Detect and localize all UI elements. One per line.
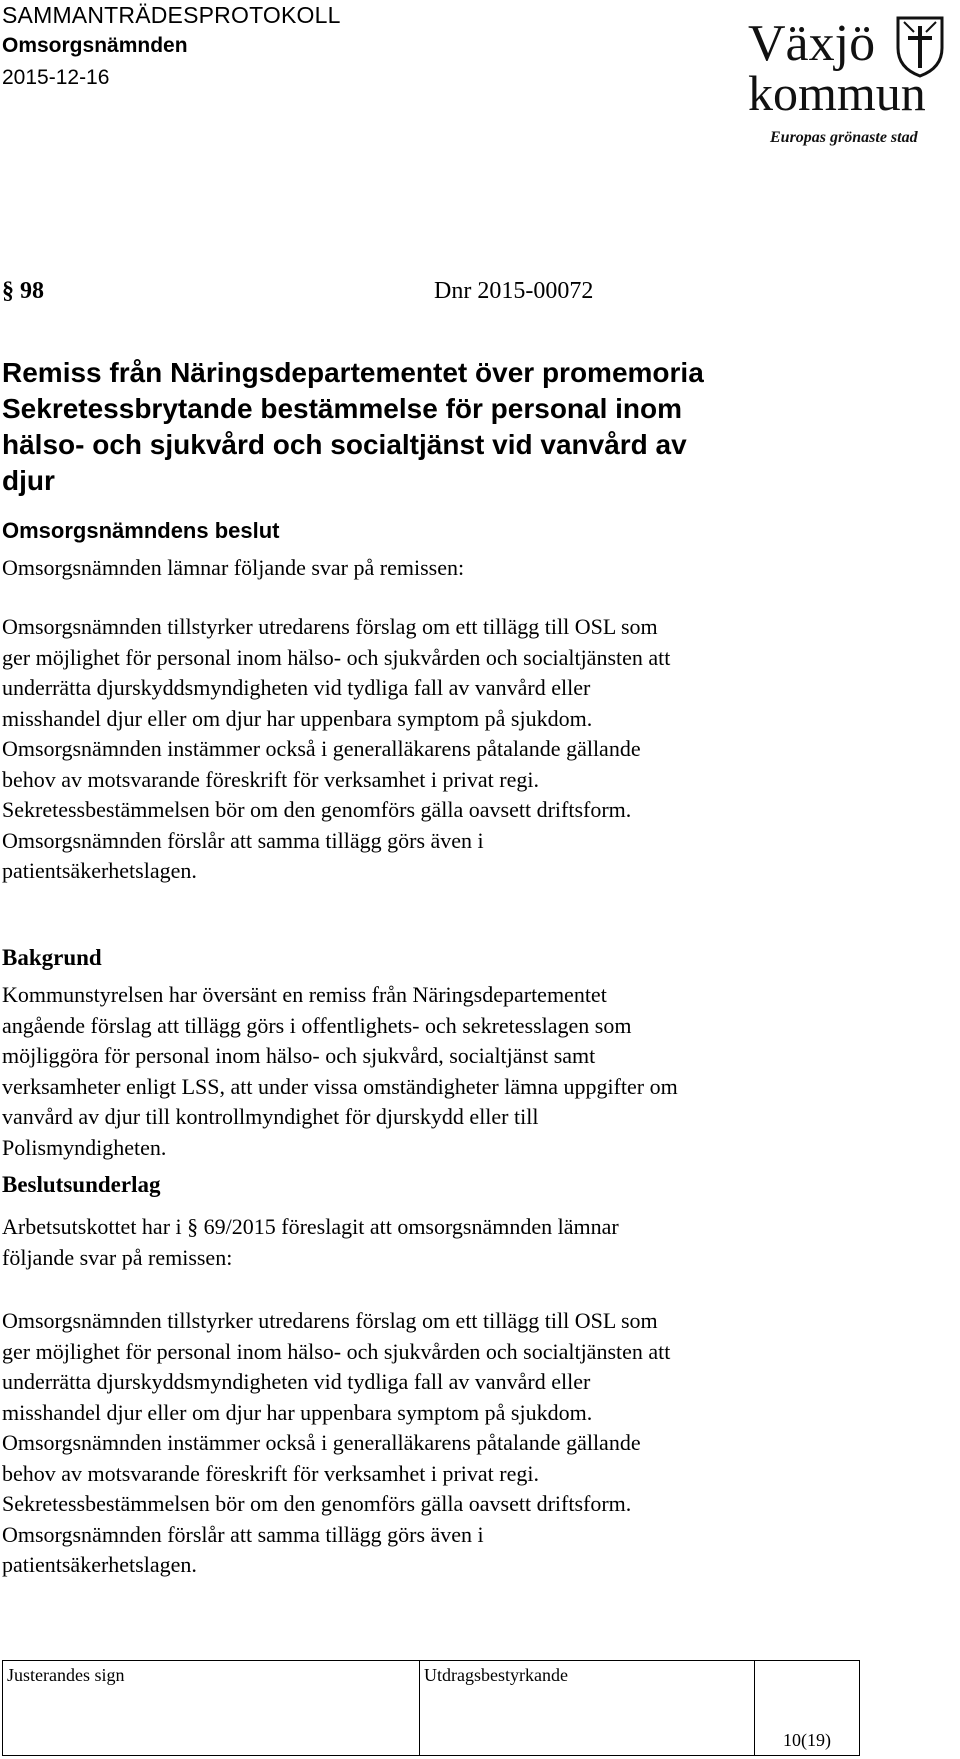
- text-line: Sekretessbestämmelsen bör om den genomförs gälla oavsett driftsform.: [2, 797, 632, 822]
- paragraph-number: § 98: [2, 278, 44, 304]
- text-line: patientsäkerhetslagen.: [2, 1552, 197, 1577]
- page-number-cell: [755, 1661, 860, 1756]
- text-line: underrätta djurskyddsmyndigheten vid tydliga fall av vanvård eller: [2, 1369, 591, 1394]
- protocol-title: SAMMANTRÄDESPROTOKOLL: [2, 2, 341, 28]
- basis-intro: [2, 1212, 832, 1273]
- text-line: verksamheter enligt LSS, att under vissa omständigheter lämna uppgifter om: [2, 1073, 678, 1099]
- logo-tagline: Europas grönaste stad: [770, 129, 918, 146]
- basis-body: [2, 1306, 832, 1581]
- title-line: Remiss från Näringsdepartementet över promemoria: [2, 357, 704, 388]
- text-line: ger möjlighet för personal inom hälso- och sjukvården och socialtjänsten att: [2, 644, 671, 670]
- text-line: underrätta djurskyddsmyndigheten vid tydliga fall av vanvård eller: [2, 675, 591, 700]
- signature-label: Justerandes sign: [7, 1665, 125, 1685]
- text-line: ger möjlighet för personal inom hälso- och sjukvården och socialtjänsten att: [2, 1338, 671, 1364]
- logo-line2: kommun: [748, 65, 926, 121]
- item-title: [2, 355, 812, 499]
- text-line: behov av motsvarande föreskrift för verksamhet i privat regi.: [2, 1460, 539, 1486]
- basis-heading: Beslutsunderlag: [2, 1172, 161, 1197]
- signature-cell: [3, 1661, 420, 1756]
- decision-body: [2, 612, 832, 887]
- text-line: följande svar på remissen:: [2, 1244, 233, 1270]
- text-line: misshandel djur eller om djur har uppenbara symptom på sjukdom.: [2, 705, 593, 731]
- background-heading: Bakgrund: [2, 945, 102, 970]
- title-line: Sekretessbrytande bestämmelse för personal inom: [2, 393, 683, 424]
- committee-name: Omsorgsnämnden: [2, 34, 188, 57]
- text-line: Omsorgsnämnden tillstyrker utredarens förslag om ett tillägg till OSL som: [2, 614, 658, 639]
- decision-intro: Omsorgsnämnden lämnar följande svar på remissen:: [2, 555, 465, 580]
- text-line: angående förslag att tillägg görs i offentlighets- och sekretesslagen som: [2, 1012, 632, 1038]
- text-line: Omsorgsnämnden tillstyrker utredarens förslag om ett tillägg till OSL som: [2, 1308, 658, 1333]
- vaxjo-kommun-logo: [748, 12, 960, 147]
- text-line: möjliggöra för personal inom hälso- och sjukvård, socialtjänst samt: [2, 1043, 596, 1068]
- page-number: 10(19): [783, 1730, 831, 1750]
- diary-number: Dnr 2015-00072: [434, 278, 594, 304]
- text-line: Arbetsutskottet har i § 69/2015 föreslagit att omsorgsnämnden lämnar: [2, 1214, 619, 1239]
- text-line: Omsorgsnämnden instämmer också i generalläkarens påtalande gällande: [2, 1430, 641, 1455]
- background-body: [2, 980, 832, 1163]
- text-line: Omsorgsnämnden förslår att samma tillägg görs även i: [2, 827, 484, 853]
- extract-label: Utdragsbestyrkande: [424, 1665, 568, 1685]
- title-line: djur: [2, 465, 55, 496]
- signature-footer: [2, 1660, 860, 1756]
- text-line: vanvård av djur till kontrollmyndighet för djurskydd eller till: [2, 1104, 539, 1129]
- meeting-date: 2015-12-16: [2, 66, 110, 89]
- logo-line1: Växjö: [748, 15, 876, 72]
- extract-cell: [420, 1661, 755, 1756]
- text-line: Omsorgsnämnden instämmer också i generalläkarens påtalande gällande: [2, 736, 641, 761]
- decision-heading: Omsorgsnämndens beslut: [2, 518, 280, 543]
- title-line: hälso- och sjukvård och socialtjänst vid vanvård av: [2, 429, 687, 460]
- text-line: misshandel djur eller om djur har uppenbara symptom på sjukdom.: [2, 1399, 593, 1425]
- text-line: patientsäkerhetslagen.: [2, 858, 197, 883]
- text-line: Omsorgsnämnden förslår att samma tillägg görs även i: [2, 1521, 484, 1547]
- signature-table: [2, 1660, 860, 1756]
- text-line: Kommunstyrelsen har översänt en remiss från Näringsdepartementet: [2, 982, 607, 1007]
- text-line: Sekretessbestämmelsen bör om den genomförs gälla oavsett driftsform.: [2, 1491, 632, 1516]
- text-line: Polismyndigheten.: [2, 1134, 167, 1160]
- logo-graphic: [748, 12, 960, 147]
- text-line: behov av motsvarande föreskrift för verksamhet i privat regi.: [2, 766, 539, 792]
- paragraph-row: [2, 278, 642, 314]
